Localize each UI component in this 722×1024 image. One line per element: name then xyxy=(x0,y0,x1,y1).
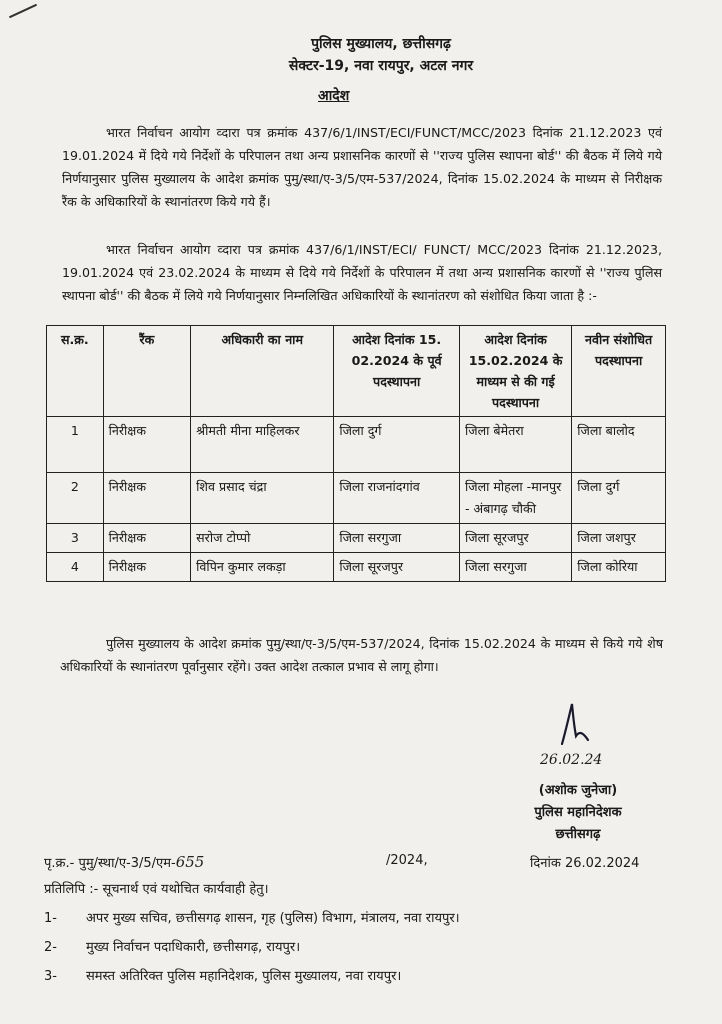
cell-ordered-posting: जिला सूरजपुर xyxy=(459,524,571,553)
cell-revised-posting: जिला कोरिया xyxy=(572,553,666,582)
signatory-state: छत्तीसगढ़ xyxy=(555,827,601,842)
copy-item-number: 1- xyxy=(44,911,57,926)
transfer-table xyxy=(46,325,666,582)
copy-item-text: समस्त अतिरिक्त पुलिस महानिदेशक, पुलिस मुख्यालय, नवा रायपुर। xyxy=(86,969,402,984)
pen-mark xyxy=(9,4,37,18)
reference-number xyxy=(44,853,204,871)
header-revised-posting: नवीन संशोधित पदस्थापना xyxy=(572,326,666,417)
paragraph-1: भारत निर्वाचन आयोग व्दारा पत्र क्रमांक 437/6/1/INST/ECI/FUNCT/MCC/2023 दिनांक 21.12.2023 एवं 19.01.2024 में दिये गये निर्देशों के परिपालन तथा अन्य प्रशासनिक कारणों से ''राज्य पुलिस स्थापना बोर्ड'' की बैठक में लिये गये निर्णयानुसार पुलिस मुख्यालय के आदेश क्रमांक पुमु/स्था/ए-3/5/एम-537/2024, दिनांक 15.02.2024 के माध्यम से निरीक्षक रैंक के अधिकारियों के स्थानांतरण किये गये हैं। xyxy=(62,125,662,209)
cell-ordered-posting: जिला मोहला -मानपुर - अंबागढ़ चौकी xyxy=(459,473,571,524)
document-title: आदेश xyxy=(318,88,350,104)
cell-rank: निरीक्षक xyxy=(103,473,191,524)
table-row xyxy=(47,553,666,582)
cell-revised-posting: जिला जशपुर xyxy=(572,524,666,553)
signature-date: 26.02.24 xyxy=(540,752,603,768)
signature-mark xyxy=(556,700,596,748)
reference-year: /2024, xyxy=(386,853,428,868)
table-header-row xyxy=(47,326,666,417)
copy-to-title: प्रतिलिपि :- सूचनार्थ एवं यथोचित कार्यवाही हेतु। xyxy=(44,882,269,897)
cell-officer-name: सरोज टोप्पो xyxy=(191,524,334,553)
cell-previous-posting: जिला दुर्ग xyxy=(334,417,460,473)
copy-item-text: अपर मुख्य सचिव, छत्तीसगढ़ शासन, गृह (पुलिस) विभाग, मंत्रालय, नवा रायपुर। xyxy=(86,911,460,926)
cell-sno: 3 xyxy=(47,524,104,553)
cell-ordered-posting: जिला बेमेतरा xyxy=(459,417,571,473)
cell-previous-posting: जिला राजनांदगांव xyxy=(334,473,460,524)
cell-officer-name: श्रीमती मीना माहिलकर xyxy=(191,417,334,473)
cell-revised-posting: जिला दुर्ग xyxy=(572,473,666,524)
reference-date: दिनांक 26.02.2024 xyxy=(530,856,640,871)
cell-rank: निरीक्षक xyxy=(103,524,191,553)
cell-sno: 2 xyxy=(47,473,104,524)
header-sno: स.क्र. xyxy=(47,326,104,417)
header-address: सेक्टर-19, नवा रायपुर, अटल नगर xyxy=(288,58,474,74)
cell-rank: निरीक्षक xyxy=(103,417,191,473)
signature-block xyxy=(508,780,648,846)
paragraph-2: भारत निर्वाचन आयोग व्दारा पत्र क्रमांक 437/6/1/INST/ECI/ FUNCT/ MCC/2023 दिनांक 21.12.2023, 19.01.2024 एवं 23.02.2024 के माध्यम से दिये गये निर्देशों के परिपालन में तथा अन्य प्रशासनिक कारणों से ''राज्य पुलिस स्थापना बोर्ड'' की बैठक में लिये गये निर्णयानुसार निम्नलिखित अधिकारियों के स्थानांतरण को संशोधित किया जाता है :- xyxy=(62,242,662,303)
copy-to-item xyxy=(44,937,300,955)
copy-item-text: मुख्य निर्वाचन पदाधिकारी, छत्तीसगढ़, रायपुर। xyxy=(86,940,301,955)
cell-sno: 4 xyxy=(47,553,104,582)
header-office: पुलिस मुख्यालय, छत्तीसगढ़ xyxy=(311,36,451,52)
cell-ordered-posting: जिला सरगुजा xyxy=(459,553,571,582)
header-rank: रैंक xyxy=(103,326,191,417)
cell-officer-name: शिव प्रसाद चंद्रा xyxy=(191,473,334,524)
cell-sno: 1 xyxy=(47,417,104,473)
paragraph-3: पुलिस मुख्यालय के आदेश क्रमांक पुमु/स्था/ए-3/5/एम-537/2024, दिनांक 15.02.2024 के माध्यम से किये गये शेष अधिकारियों के स्थानांतरण पूर्वानुसार रहेंगे। उक्त आदेश तत्काल प्रभाव से लागू होगा। xyxy=(60,636,663,674)
reference-prefix: पृ.क्र.- पुमु/स्था/ए-3/5/एम- xyxy=(44,856,176,871)
cell-officer-name: विपिन कुमार लकड़ा xyxy=(191,553,334,582)
cell-rank: निरीक्षक xyxy=(103,553,191,582)
copy-to-item xyxy=(44,908,460,926)
signatory-designation: पुलिस महानिदेशक xyxy=(534,805,622,820)
copy-to-item xyxy=(44,966,401,984)
cell-revised-posting: जिला बालोद xyxy=(572,417,666,473)
copy-item-number: 2- xyxy=(44,940,57,955)
table-row xyxy=(47,524,666,553)
cell-previous-posting: जिला सूरजपुर xyxy=(334,553,460,582)
reference-handwritten-number: 655 xyxy=(175,853,205,871)
copy-item-number: 3- xyxy=(44,969,57,984)
signatory-name: (अशोक जुनेजा) xyxy=(538,783,618,798)
header-officer-name: अधिकारी का नाम xyxy=(191,326,334,417)
header-previous-posting: आदेश दिनांक 15. 02.2024 के पूर्व पदस्थापना xyxy=(334,326,460,417)
cell-previous-posting: जिला सरगुजा xyxy=(334,524,460,553)
table-row xyxy=(47,417,666,473)
header-ordered-posting: आदेश दिनांक 15.02.2024 के माध्यम से की गई पदस्थापना xyxy=(459,326,571,417)
table-row xyxy=(47,473,666,524)
